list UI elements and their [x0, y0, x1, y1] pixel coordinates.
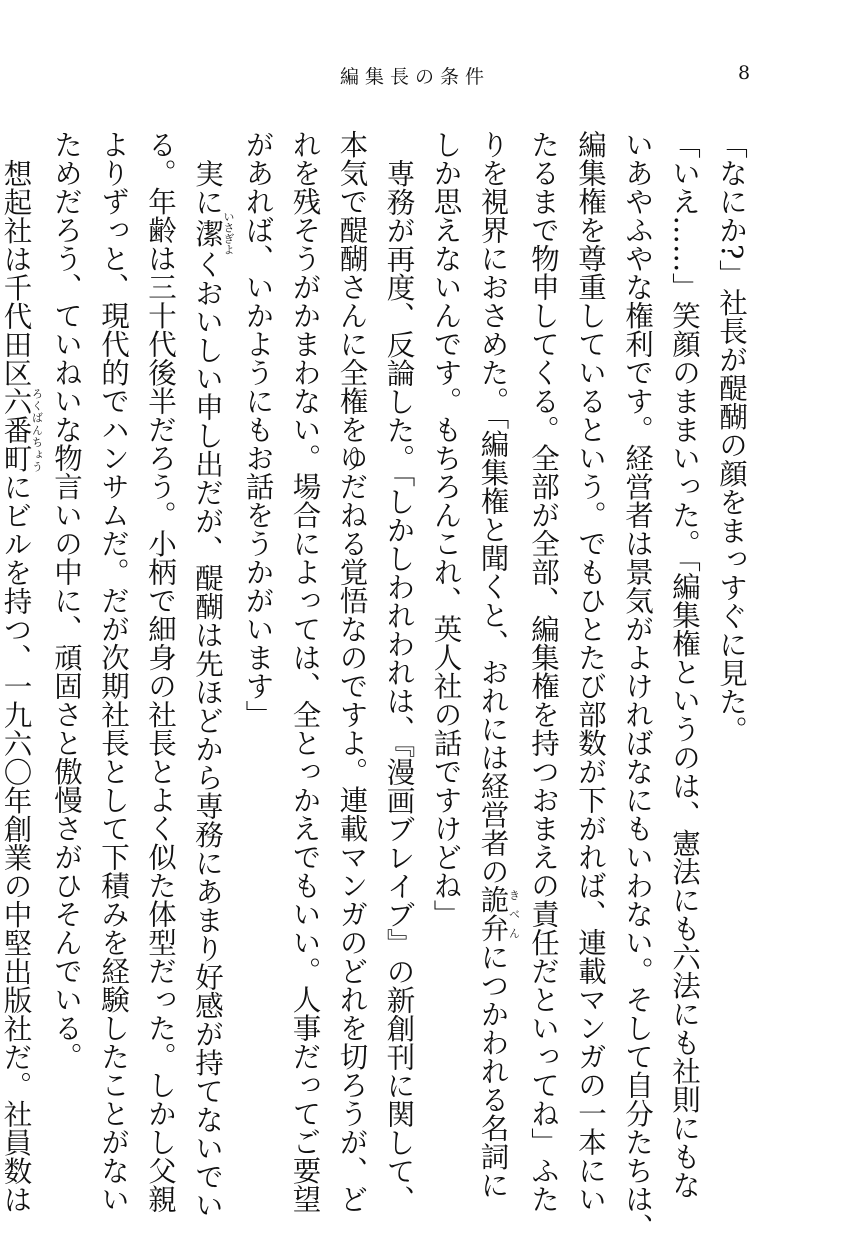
ruby-base: 潔 — [191, 210, 224, 255]
text-line — [0, 130, 44, 1213]
text-line: いあやふやな権利です。経営者は景気がよければなにもいわない。そして自分たちは、 — [621, 130, 654, 1242]
text-segment: につかわれる名詞に — [476, 942, 510, 1199]
text-line — [470, 130, 521, 1199]
text-line: 「なにか?」社長が醍醐の顔をまっすぐに見た。 — [715, 130, 748, 744]
text-line: れを残そうがかまわない。場合によっては、全とっかえでもいい。人事だってご要望 — [288, 130, 322, 1213]
text-segment: 実に — [191, 158, 224, 216]
text-line: よりずっと、現代的でハンサムだ。だが次期社長として下積みを経験したことがない — [97, 130, 130, 1213]
ruby-annotation — [191, 210, 235, 255]
text-line: たるまで物申してくる。全部が全部、編集権を持つおまえの責任だといってね」ふた — [527, 130, 560, 1213]
text-line: 編集権を尊重しているという。でもひとたび部数が下がれば、連載マンガの一本にい — [574, 130, 607, 1213]
text-line: があれば、いかようにもお話をうかがいます」 — [241, 130, 275, 729]
text-line: ためだろう、ていねいな物言いの中に、頑固さと傲慢さがひそんでいる。 — [50, 130, 83, 1071]
text-segment: 想起社は千代田区 — [0, 158, 33, 387]
text-line: 本気で醍醐さんに全権をゆだねる覚悟なのですよ。連載マンガのどれを切ろうが、ど — [335, 130, 369, 1213]
ruby-reading: ろくばんちょう — [30, 386, 44, 472]
ruby-reading: いさぎよ — [222, 210, 235, 255]
text-segment: りを視界におさめた。「編集権と聞くと、おれには経営者の — [476, 130, 510, 886]
vertical-body-text — [0, 130, 755, 1242]
ruby-annotation — [476, 885, 521, 943]
text-segment: くおいしい申し出だが、醍醐は先ほどから専務にあまり好感が持てないでい — [191, 249, 224, 1219]
text-line: る。年齢は三十代後半だろう。小柄で細身の社長とよく似た体型だった。しかし父親 — [144, 130, 177, 1213]
ruby-base: 六番町 — [0, 386, 33, 472]
text-line: 専務が再度、反論した。「しかしわれわれは、『漫画ブレイブ』の新創刊に関して、 — [382, 158, 416, 1213]
ruby-base: 詭弁 — [476, 885, 510, 943]
running-head-title: 編集長の条件 — [340, 66, 491, 88]
ruby-reading: きべん — [507, 885, 521, 943]
text-line — [184, 130, 235, 1219]
ruby-annotation — [0, 386, 44, 473]
text-line: 「いえ……」笑顔のままいった。「編集権というのは、憲法にも六法にも社則にもな — [668, 130, 701, 1199]
text-segment: にビルを持つ、一九六〇年創業の中堅出版社だ。社員数は — [0, 472, 33, 1213]
page-number: 8 — [738, 62, 751, 84]
text-line: しか思えないんです。もちろんこれ、英人社の話ですけどね」 — [429, 130, 463, 928]
